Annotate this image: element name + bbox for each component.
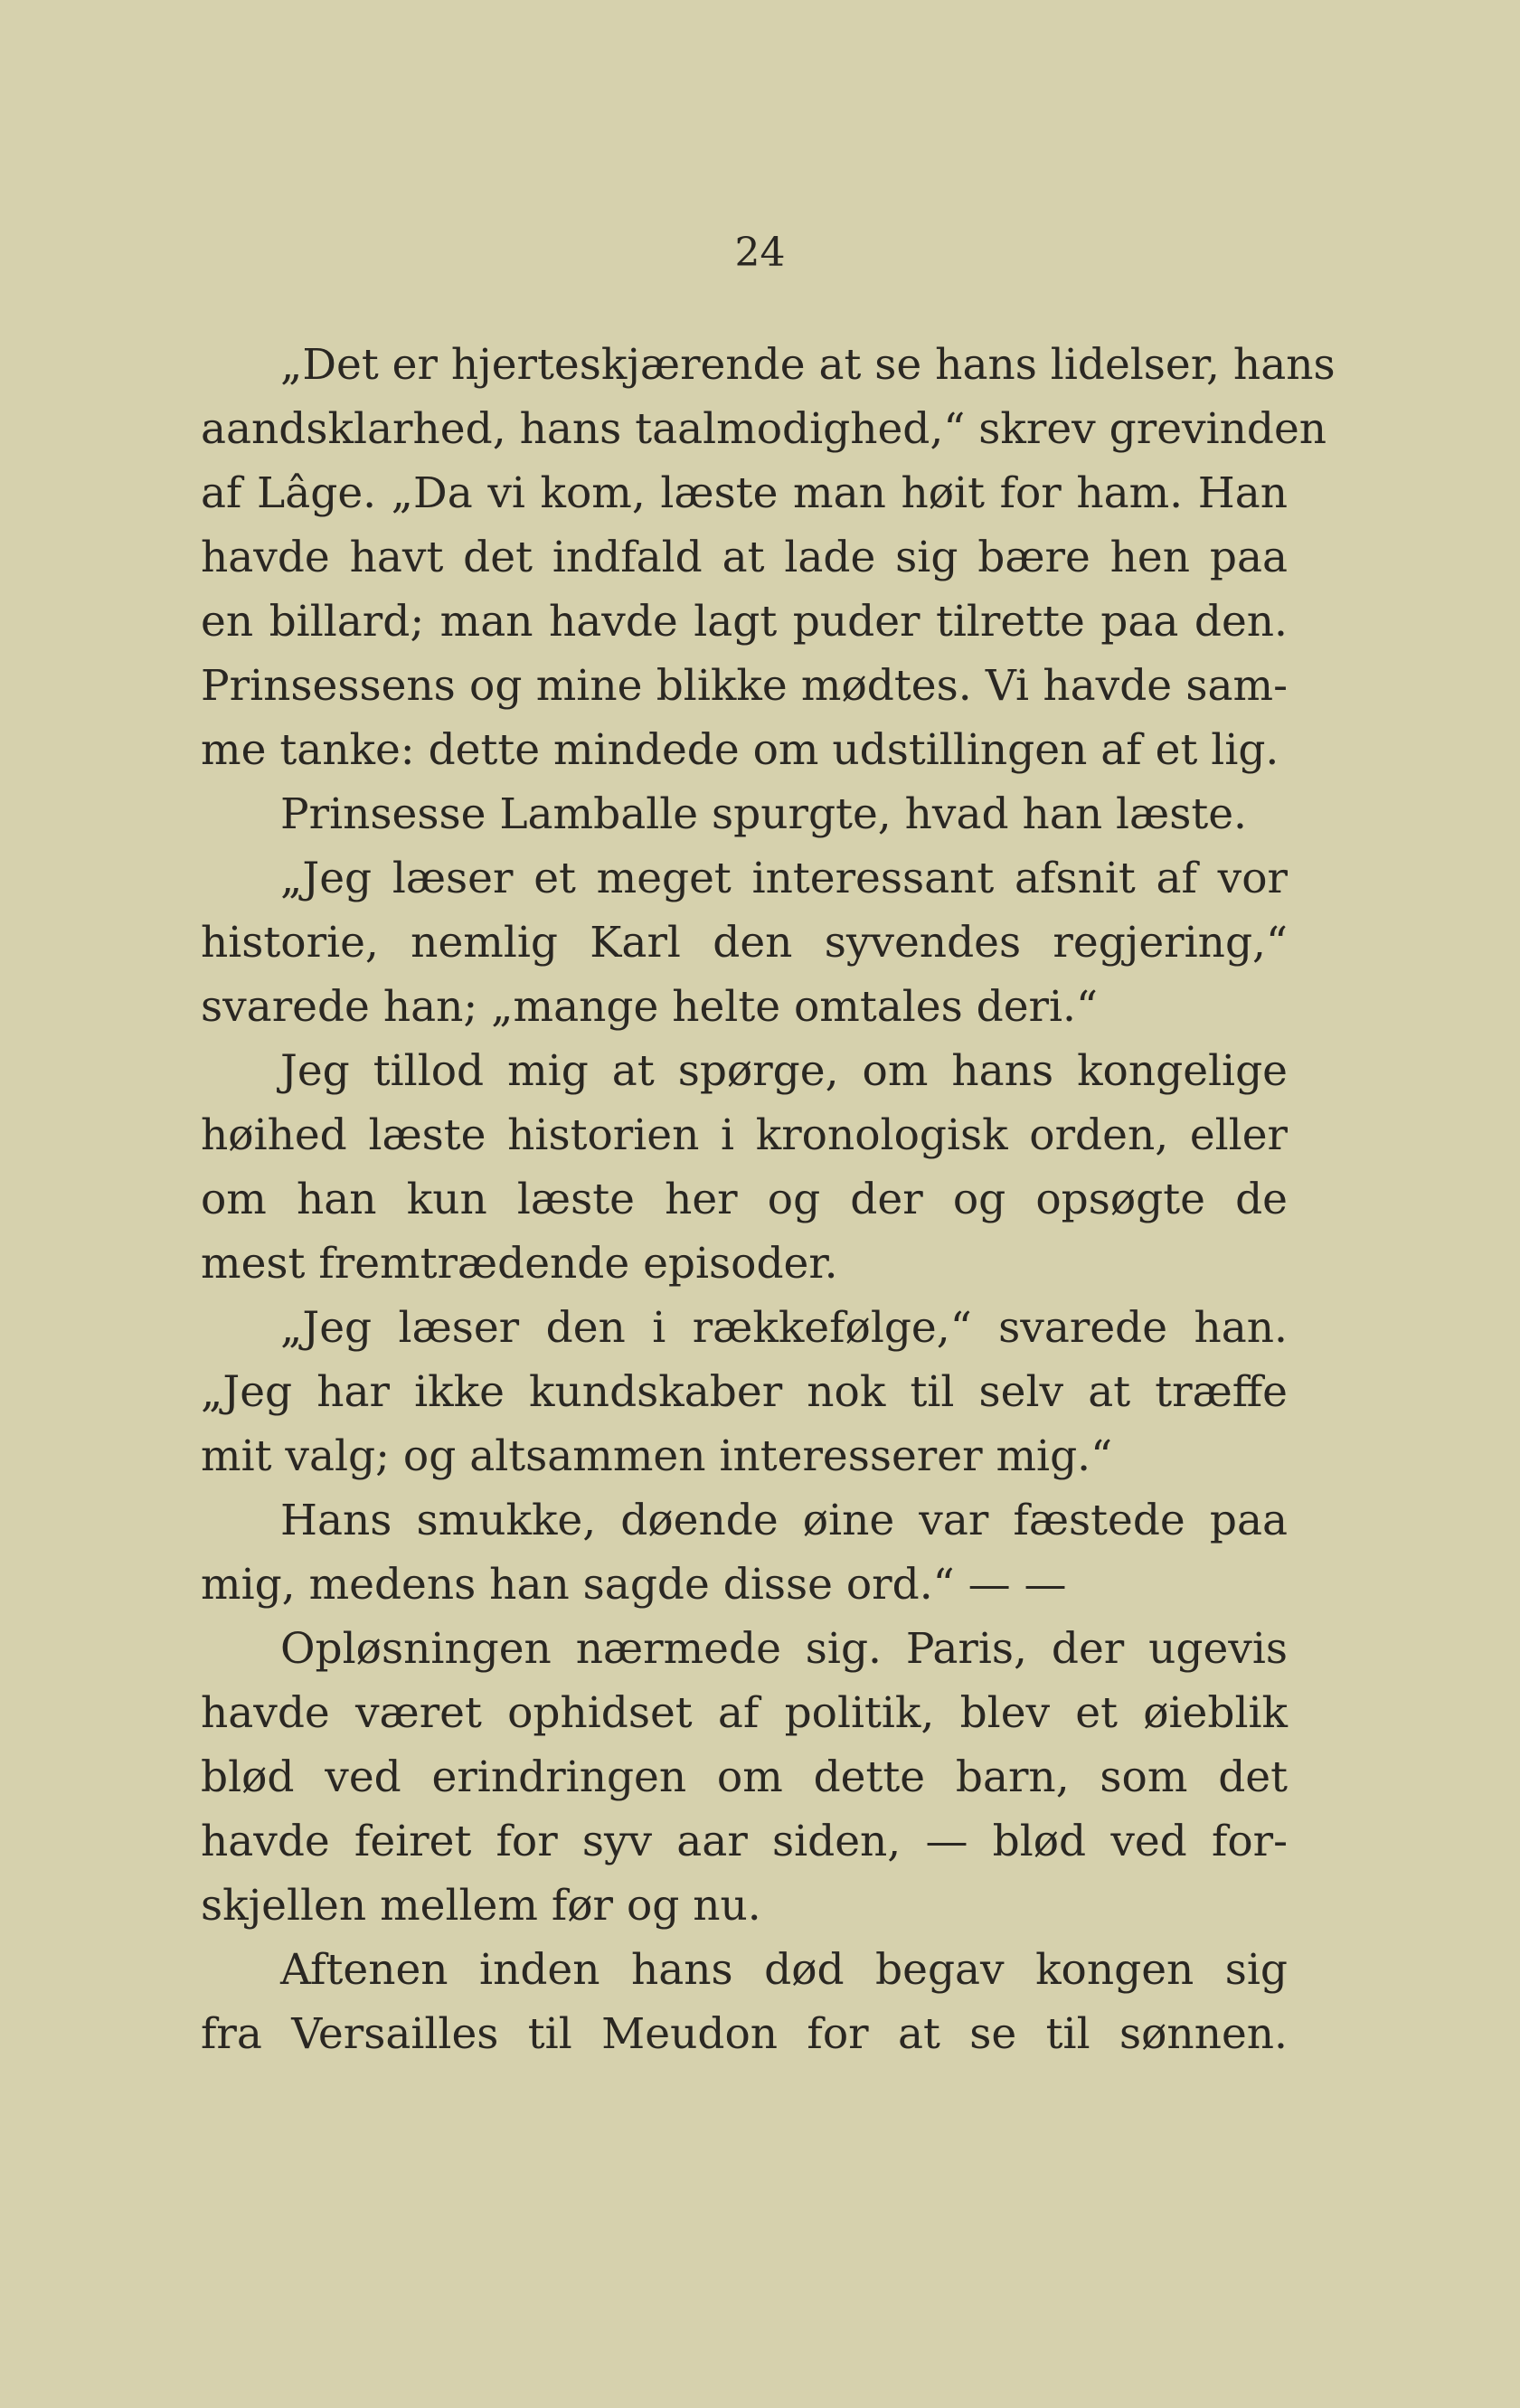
text-line: „Jeg læser et meget interessant afsnit af vor — [280, 854, 1288, 903]
text-line: me tanke: dette mindede om udstillingen af et lig. — [201, 725, 1279, 775]
text-line: Opløsningen nærmede sig. Paris, der ugevis — [280, 1624, 1288, 1674]
text-line: „Jeg læser den i rækkefølge,“ svarede han. — [280, 1303, 1288, 1353]
text-line: havde været ophidset af politik, blev et øieblik — [201, 1688, 1288, 1738]
text-line: „Jeg har ikke kundskaber nok til selv at træffe — [201, 1367, 1288, 1417]
text-line: Prinsesse Lamballe spurgte, hvad han læste. — [280, 789, 1247, 839]
text-line: svarede han; „mange helte omtales deri.“ — [201, 982, 1099, 1032]
text-line: Aftenen inden hans død begav kongen sig — [280, 1945, 1288, 1995]
text-line: Hans smukke, døende øine var fæstede paa — [280, 1496, 1288, 1545]
text-line: mest fremtrædende episoder. — [201, 1239, 838, 1289]
text-line: havde feiret for syv aar siden, — blød ved for- — [201, 1817, 1288, 1866]
text-line: høihed læste historien i kronologisk orden, eller — [201, 1110, 1288, 1160]
text-line: mit valg; og altsammen interesserer mig.“ — [201, 1431, 1113, 1481]
text-line: af Lâge. „Da vi kom, læste man høit for ham. Han — [201, 468, 1288, 518]
text-line: aandsklarhed, hans taalmodighed,“ skrev grevinden — [201, 404, 1327, 454]
text-line: mig, medens han sagde disse ord.“ — — — [201, 1560, 1067, 1610]
text-line: „Det er hjerteskjærende at se hans lidelser, hans — [280, 340, 1336, 390]
body-text — [201, 333, 1336, 2066]
page-number: 24 — [734, 230, 786, 276]
text-line: havde havt det indfald at lade sig bære hen paa — [201, 533, 1288, 582]
text-line: fra Versailles til Meudon for at se til sønnen. — [201, 2009, 1288, 2059]
text-line: skjellen mellem før og nu. — [201, 1881, 761, 1931]
text-line: Prinsessens og mine blikke mødtes. Vi havde sam- — [201, 661, 1288, 711]
text-line: om han kun læste her og der og opsøgte de — [201, 1175, 1288, 1224]
text-line: historie, nemlig Karl den syvendes regjering,“ — [201, 918, 1288, 968]
text-line: en billard; man havde lagt puder tilrette paa den. — [201, 597, 1288, 647]
text-line: Jeg tillod mig at spørge, om hans kongelige — [280, 1046, 1288, 1096]
text-line: blød ved erindringen om dette barn, som det — [201, 1752, 1288, 1802]
